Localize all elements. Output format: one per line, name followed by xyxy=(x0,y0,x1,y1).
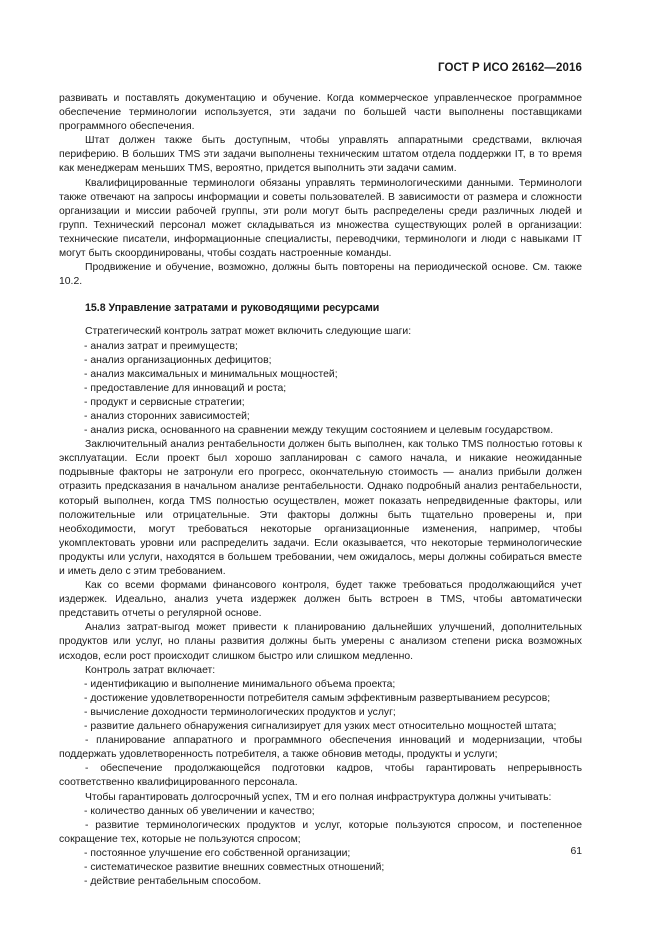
list-item: - действие рентабельным способом. xyxy=(84,876,262,888)
list-item: - предоставление для инноваций и роста; xyxy=(84,382,287,394)
paragraph: Контроль затрат включает: xyxy=(85,664,216,676)
paragraph: Как со всеми формами финансового контроля, будет также требоваться продолжающийся учет издержек. Идеально, анализ учета издержек должен быть встроен в TMS, чтобы автоматически представить отчеты о регулярной основе. xyxy=(59,580,582,620)
paragraph: Анализ затрат-выгод может привести к планированию дальнейших улучшений, дополнительных продуктов или услуг, но планы развития должны быть умерены с анализом степени риска возможных исходов, если рост происходит слишком быстро или слишком медленно. xyxy=(59,622,582,662)
list-item: - анализ риска, основанного на сравнении между текущим состоянием и целевым государством. xyxy=(84,425,554,437)
list-item: - постоянное улучшение его собственной организации; xyxy=(84,847,351,859)
list-item: - систематическое развитие внешних совместных отношений; xyxy=(84,861,385,873)
list-item: - вычисление доходности терминологических продуктов и услуг; xyxy=(84,706,396,718)
paragraph: Штат должен также быть доступным, чтобы управлять аппаратными средствами, включая периферию. В больших TMS эти задачи выполнены техническим штатом отдела поддержки IT, в то время как менеджерам меньших TMS, вероятно, придется выполнить эти задачи самим. xyxy=(59,135,582,175)
list-item: - идентификацию и выполнение минимального объема проекта; xyxy=(84,678,396,690)
list-item: - продукт и сервисные стратегии; xyxy=(84,396,245,408)
document-code-header: ГОСТ Р ИСО 26162—2016 xyxy=(437,62,582,74)
list-item: - анализ сторонних зависимостей; xyxy=(84,410,250,422)
list-item: - планирование аппаратного и программного обеспечения инноваций и модернизации, чтобы поддержать удовлетворенность потребителя, а также обновив методы, продукты и услуги; xyxy=(59,735,582,761)
paragraph: Чтобы гарантировать долгосрочный успех, ТМ и его полная инфраструктура должны учитывать: xyxy=(85,791,552,803)
paragraph: Продвижение и обучение, возможно, должны быть повторены на периодической основе. См. также 10.2. xyxy=(59,262,582,288)
list-item: - количество данных об увеличении и качество; xyxy=(84,805,315,817)
list-item: - анализ затрат и преимуществ; xyxy=(84,340,238,352)
paragraph: Стратегический контроль затрат может включить следующие шаги: xyxy=(85,326,412,338)
paragraph: развивать и поставлять документацию и обучение. Когда коммерческое управленческое программное обеспечение терминологии используется, эти задачи по большей части выполнены поставщиками программного обеспечения. xyxy=(59,93,582,133)
paragraph: Заключительный анализ рентабельности должен быть выполнен, как только TMS полностью готовы к эксплуатации. Если проект был хорошо запланирован с самого начала, и никакие неожиданные подрывные факторы не затронули его прогресс, окончательную стоимость — анализ прибыли должен отразить предсказания в начальном анализе рентабельности. Однако подробный анализ рентабельности, который выполнен, когда TMS полностью осуществлен, может показать непредвиденные факторы, или положительные или отрицательные. Эти факторы должны быть тщательно проверены и, при необходимости, могут требоваться некоторые организационные изменения, например, чтобы укомплектовать уровни или распределить задачи. Если оказывается, что некоторые терминологические продукты или услуги, находятся в большем требовании, чем ожидалось, меры должны собираться вместе и иметь дело с этим требованием. xyxy=(59,439,582,577)
list-item: - анализ организационных дефицитов; xyxy=(84,354,272,366)
list-item: - анализ максимальных и минимальных мощностей; xyxy=(84,368,338,380)
list-item: - достижение удовлетворенности потребителя самым эффективным развертыванием ресурсов; xyxy=(84,692,551,704)
document-body xyxy=(59,92,582,889)
section-heading: 15.8 Управление затратами и руководящими ресурсами xyxy=(85,302,380,315)
list-item: - развитие дальнего обнаружения сигнализирует для узких мест относительно мощностей штата; xyxy=(84,721,557,733)
paragraph: Квалифицированные терминологи обязаны управлять терминологическими данными. Терминологи также отвечают на запросы информации и советы пользователей. В зависимости от размера и сложности организации и миссии рабочей группы, эти роли могут быть распределены среди различных людей и групп. Технический персонал может складываться из множества существующих ролей в организации: технические писатели, информационные специалисты, переводчики, терминологи и люди с навыками IT могут быть скоординированы, чтобы создать настроенные команды. xyxy=(59,177,582,260)
list-item: - обеспечение продолжающейся подготовки кадров, чтобы гарантировать непрерывность соответственно квалифицированного персонала. xyxy=(59,763,582,789)
page-number: 61 xyxy=(570,846,582,857)
list-item: - развитие терминологических продуктов и услуг, которые пользуются спросом, и постепенное сокращение тех, которые не пользуются спросом; xyxy=(59,819,582,845)
